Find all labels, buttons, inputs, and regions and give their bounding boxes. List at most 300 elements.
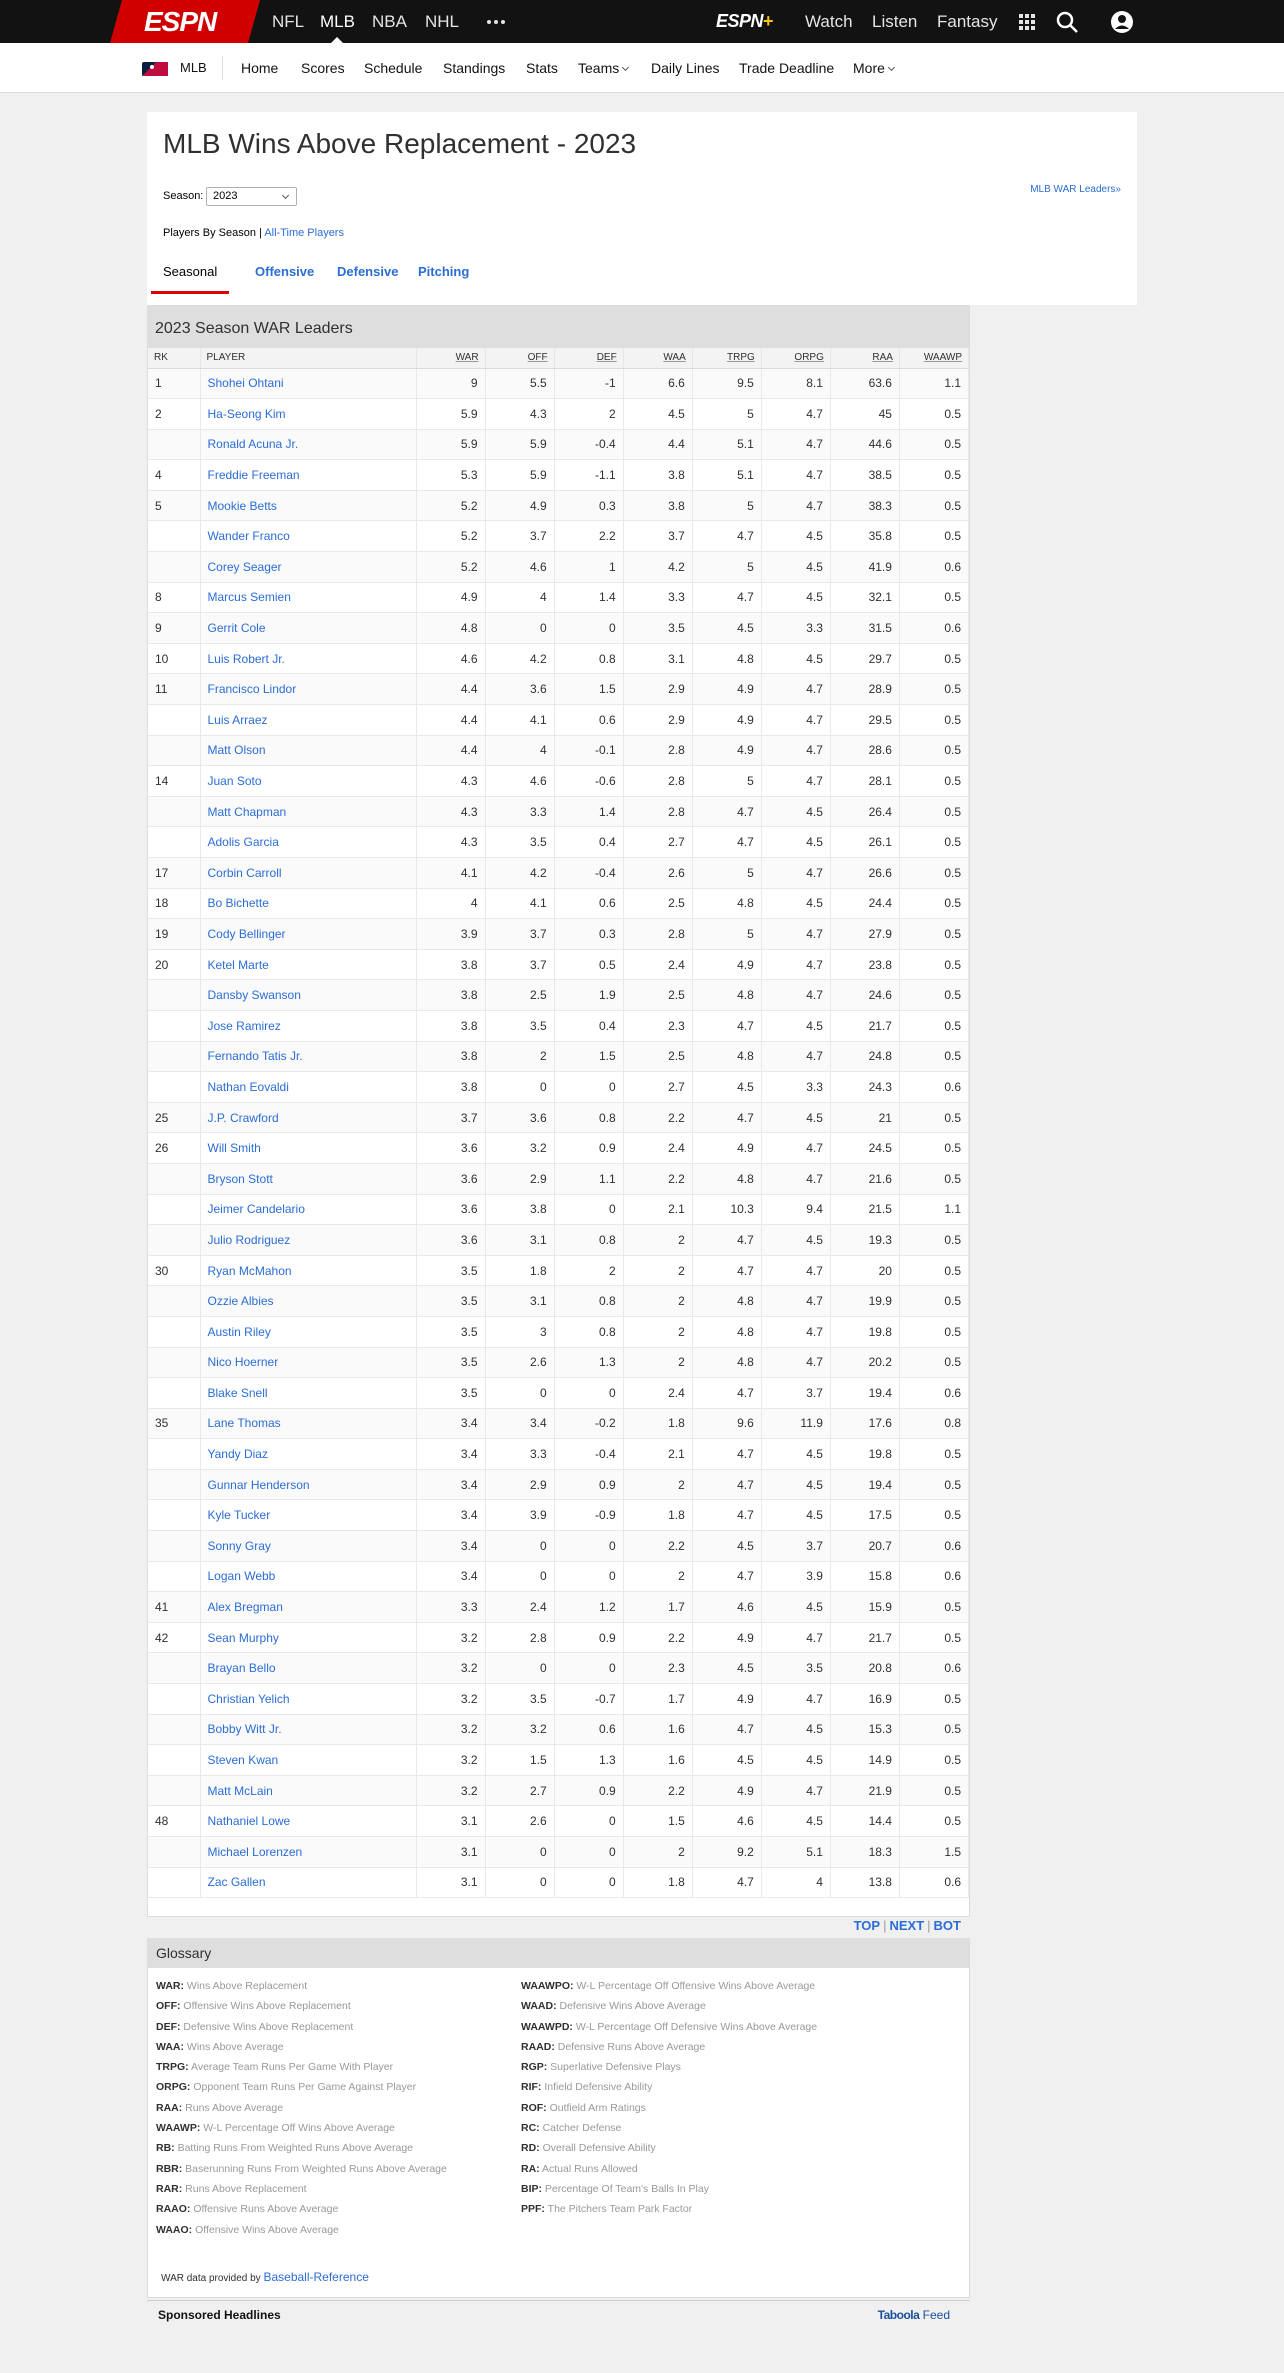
- column-header-raa[interactable]: RAA: [830, 348, 899, 368]
- tab-offensive[interactable]: Offensive: [255, 264, 315, 279]
- cell-rk: [148, 1775, 200, 1806]
- cell-war: 3.4: [416, 1469, 485, 1500]
- glossary-desc: Wins Above Average: [186, 2040, 284, 2053]
- player-name-link[interactable]: Blake Snell: [200, 1378, 416, 1409]
- cell-def: -1: [554, 368, 623, 399]
- nav-nba[interactable]: NBA: [372, 12, 407, 31]
- player-name-link[interactable]: Ozzie Albies: [200, 1286, 416, 1317]
- glossary-right-column: [521, 1976, 817, 2220]
- cell-orpg: 4.7: [761, 399, 830, 430]
- ellipsis-icon[interactable]: [484, 10, 508, 34]
- cell-war: 3.5: [416, 1255, 485, 1286]
- cell-rk: 17: [148, 858, 200, 889]
- player-name-link[interactable]: Matt Chapman: [200, 796, 416, 827]
- column-header-def[interactable]: DEF: [554, 348, 623, 368]
- cell-rk: 8: [148, 582, 200, 613]
- nav-listen[interactable]: Listen: [872, 12, 918, 31]
- player-name-link[interactable]: Matt McLain: [200, 1775, 416, 1806]
- player-name-link[interactable]: Adolis Garcia: [200, 827, 416, 858]
- user-account-icon[interactable]: [1110, 10, 1134, 34]
- player-name-link[interactable]: Brayan Bello: [200, 1653, 416, 1684]
- cell-off: 3.1: [485, 1225, 554, 1256]
- cell-waawp: 0.6: [899, 1561, 968, 1592]
- cell-raa: 24.3: [830, 1072, 899, 1103]
- cell-def: 1.3: [554, 1347, 623, 1378]
- cell-waa: 1.6: [623, 1714, 692, 1745]
- player-name-link[interactable]: Lane Thomas: [200, 1408, 416, 1439]
- player-name-link[interactable]: Julio Rodriguez: [200, 1225, 416, 1256]
- cell-war: 3.2: [416, 1653, 485, 1684]
- cell-waawp: 0.5: [899, 490, 968, 521]
- espn-logo[interactable]: ESPN: [110, 0, 260, 43]
- table-row: [148, 490, 969, 521]
- cell-raa: 32.1: [830, 582, 899, 613]
- cell-orpg: 4.7: [761, 490, 830, 521]
- cell-waa: 1.7: [623, 1592, 692, 1623]
- apps-grid-icon[interactable]: [1015, 10, 1039, 34]
- cell-raa: 21: [830, 1102, 899, 1133]
- cell-off: 5.9: [485, 460, 554, 491]
- season-label: Season:: [163, 190, 204, 202]
- cell-rk: [148, 705, 200, 736]
- table-row: [148, 1194, 969, 1225]
- player-name-link[interactable]: Shohei Ohtani: [200, 368, 416, 399]
- glossary-entry: [156, 2220, 447, 2240]
- cell-raa: 21.7: [830, 1622, 899, 1653]
- cell-orpg: 3.7: [761, 1531, 830, 1562]
- cell-orpg: 4.5: [761, 582, 830, 613]
- table-row: [148, 1653, 969, 1684]
- table-row: [148, 399, 969, 430]
- cell-trpg: 4.8: [692, 1286, 761, 1317]
- cell-off: 2.9: [485, 1163, 554, 1194]
- cell-war: 3.6: [416, 1133, 485, 1164]
- pager-top-link[interactable]: TOP: [853, 1918, 881, 1933]
- player-name-link[interactable]: Kyle Tucker: [200, 1500, 416, 1531]
- nav-nfl[interactable]: NFL: [272, 12, 305, 31]
- glossary-desc: Batting Runs From Weighted Runs Above Average: [177, 2142, 414, 2155]
- cell-war: 3.4: [416, 1500, 485, 1531]
- cell-def: 0.3: [554, 919, 623, 950]
- cell-rk: 4: [148, 460, 200, 491]
- cell-waawp: 0.5: [899, 888, 968, 919]
- cell-rk: [148, 1225, 200, 1256]
- subnav-teams[interactable]: Teams: [578, 43, 628, 93]
- cell-orpg: 4.5: [761, 1592, 830, 1623]
- cell-rk: 14: [148, 766, 200, 797]
- player-name-link[interactable]: Will Smith: [200, 1133, 416, 1164]
- cell-rk: [148, 1500, 200, 1531]
- war-leaders-link[interactable]: MLB WAR Leaders»: [1030, 184, 1121, 195]
- glossary-entry: [156, 2118, 447, 2138]
- cell-war: 3.4: [416, 1561, 485, 1592]
- player-name-link[interactable]: Steven Kwan: [200, 1745, 416, 1776]
- player-name-link[interactable]: Dansby Swanson: [200, 980, 416, 1011]
- cell-orpg: 9.4: [761, 1194, 830, 1225]
- cell-trpg: 4.5: [692, 1745, 761, 1776]
- cell-def: 1.2: [554, 1592, 623, 1623]
- column-header-orpg[interactable]: ORPG: [761, 348, 830, 368]
- page-header-card: [147, 112, 1137, 305]
- cell-waa: 2.4: [623, 1378, 692, 1409]
- player-name-link[interactable]: Matt Olson: [200, 735, 416, 766]
- table-row: [148, 1163, 969, 1194]
- player-name-link[interactable]: Juan Soto: [200, 766, 416, 797]
- column-header-player: PLAYER: [200, 348, 416, 368]
- player-name-link[interactable]: Freddie Freeman: [200, 460, 416, 491]
- cell-rk: 20: [148, 949, 200, 980]
- cell-waawp: 0.5: [899, 980, 968, 1011]
- player-name-link[interactable]: Mookie Betts: [200, 490, 416, 521]
- cell-off: 3.5: [485, 1684, 554, 1715]
- player-name-link[interactable]: Marcus Semien: [200, 582, 416, 613]
- glossary-desc: Overall Defensive Ability: [542, 2142, 656, 2155]
- player-name-link[interactable]: Christian Yelich: [200, 1684, 416, 1715]
- cell-waawp: 0.5: [899, 582, 968, 613]
- cell-off: 3.2: [485, 1133, 554, 1164]
- cell-off: 0: [485, 1072, 554, 1103]
- player-name-link[interactable]: Fernando Tatis Jr.: [200, 1041, 416, 1072]
- glossary-abbr: RGP:: [521, 2061, 548, 2074]
- cell-waawp: 0.6: [899, 1531, 968, 1562]
- subnav-trade-deadline[interactable]: Trade Deadline: [739, 60, 835, 76]
- cell-raa: 41.9: [830, 552, 899, 583]
- cell-rk: 11: [148, 674, 200, 705]
- cell-waa: 2: [623, 1316, 692, 1347]
- player-name-link[interactable]: Austin Riley: [200, 1316, 416, 1347]
- cell-def: 1.4: [554, 582, 623, 613]
- cell-war: 3.1: [416, 1867, 485, 1898]
- cell-rk: 9: [148, 613, 200, 644]
- column-header-waa[interactable]: WAA: [623, 348, 692, 368]
- tab-defensive[interactable]: Defensive: [337, 264, 399, 279]
- cell-trpg: 9.2: [692, 1837, 761, 1868]
- subnav-league-label[interactable]: MLB: [180, 60, 207, 75]
- player-name-link[interactable]: Nathaniel Lowe: [200, 1806, 416, 1837]
- glossary-abbr: WAAWPD:: [521, 2020, 573, 2033]
- cell-war: 4.3: [416, 796, 485, 827]
- cell-waa: 4.2: [623, 552, 692, 583]
- cell-def: 0: [554, 1531, 623, 1562]
- cell-raa: 18.3: [830, 1837, 899, 1868]
- table-row: [148, 827, 969, 858]
- cell-waa: 2.4: [623, 949, 692, 980]
- espn-plus-logo[interactable]: ESPN+: [716, 11, 774, 31]
- cell-war: 3.2: [416, 1622, 485, 1653]
- glossary-abbr: RAR:: [156, 2182, 183, 2195]
- column-header-waawp[interactable]: WAAWP: [899, 348, 968, 368]
- cell-off: 5.9: [485, 429, 554, 460]
- player-name-link[interactable]: Cody Bellinger: [200, 919, 416, 950]
- glossary-entry: [521, 2179, 817, 2199]
- glossary-entry: [521, 2199, 817, 2219]
- cell-waa: 2: [623, 1347, 692, 1378]
- cell-raa: 15.9: [830, 1592, 899, 1623]
- cell-waa: 2.1: [623, 1194, 692, 1225]
- player-name-link[interactable]: Nathan Eovaldi: [200, 1072, 416, 1103]
- glossary-abbr: ROF:: [521, 2101, 547, 2114]
- cell-war: 4.4: [416, 735, 485, 766]
- subnav-schedule[interactable]: Schedule: [364, 60, 423, 76]
- cell-war: 3.1: [416, 1837, 485, 1868]
- table-row: [148, 766, 969, 797]
- cell-waawp: 0.5: [899, 521, 968, 552]
- table-row: [148, 858, 969, 889]
- cell-def: -0.9: [554, 1500, 623, 1531]
- cell-raa: 24.5: [830, 1133, 899, 1164]
- cell-rk: 35: [148, 1408, 200, 1439]
- nav-mlb[interactable]: MLB: [320, 0, 355, 43]
- cell-waawp: 0.6: [899, 1072, 968, 1103]
- cell-trpg: 4.9: [692, 1775, 761, 1806]
- cell-trpg: 4.8: [692, 980, 761, 1011]
- glossary-entry: [156, 2159, 447, 2179]
- player-name-link[interactable]: Corbin Carroll: [200, 858, 416, 889]
- cell-raa: 63.6: [830, 368, 899, 399]
- player-name-link[interactable]: Zac Gallen: [200, 1867, 416, 1898]
- cell-trpg: 4.9: [692, 674, 761, 705]
- table-row: [148, 582, 969, 613]
- cell-trpg: 9.6: [692, 1408, 761, 1439]
- cell-off: 4.3: [485, 399, 554, 430]
- player-name-link[interactable]: Sean Murphy: [200, 1622, 416, 1653]
- cell-waawp: 0.5: [899, 1500, 968, 1531]
- pager-bot-link[interactable]: BOT: [933, 1918, 961, 1933]
- cell-waa: 2.8: [623, 796, 692, 827]
- glossary-entry: [156, 2179, 447, 2199]
- glossary-desc: Opponent Team Runs Per Game Against Player: [193, 2081, 417, 2094]
- cell-trpg: 10.3: [692, 1194, 761, 1225]
- table-row: [148, 1255, 969, 1286]
- cell-waawp: 0.5: [899, 1347, 968, 1378]
- cell-waa: 1.6: [623, 1745, 692, 1776]
- cell-def: 0.8: [554, 1286, 623, 1317]
- player-name-link[interactable]: Jose Ramirez: [200, 1010, 416, 1041]
- subnav-more[interactable]: More: [853, 43, 894, 93]
- nav-fantasy[interactable]: Fantasy: [937, 12, 998, 31]
- cell-trpg: 4.8: [692, 643, 761, 674]
- cell-raa: 19.4: [830, 1469, 899, 1500]
- subnav-home[interactable]: Home: [241, 60, 279, 76]
- cell-rk: [148, 1867, 200, 1898]
- cell-trpg: 5: [692, 919, 761, 950]
- cell-trpg: 4.9: [692, 1622, 761, 1653]
- cell-def: 2: [554, 1255, 623, 1286]
- cell-orpg: 11.9: [761, 1408, 830, 1439]
- table-row: [148, 552, 969, 583]
- glossary-entry: [156, 2037, 447, 2057]
- player-name-link[interactable]: Wander Franco: [200, 521, 416, 552]
- column-header-trpg[interactable]: TRPG: [692, 348, 761, 368]
- glossary-abbr: BIP:: [521, 2182, 542, 2195]
- cell-war: 3.1: [416, 1806, 485, 1837]
- glossary-entry: [521, 2138, 817, 2158]
- cell-waa: 6.6: [623, 368, 692, 399]
- cell-war: 3.8: [416, 1072, 485, 1103]
- cell-orpg: 4.5: [761, 1806, 830, 1837]
- subnav-stats[interactable]: Stats: [526, 60, 558, 76]
- player-name-link[interactable]: Yandy Diaz: [200, 1439, 416, 1470]
- sponsored-headlines: [147, 2300, 970, 2325]
- cell-off: 3.7: [485, 949, 554, 980]
- cell-def: 0.9: [554, 1775, 623, 1806]
- glossary-desc: Offensive Runs Above Average: [193, 2203, 339, 2216]
- taboola-feed-link[interactable]: Taboola Feed: [877, 2308, 950, 2322]
- all-time-players-link[interactable]: All-Time Players: [264, 227, 344, 239]
- cell-trpg: 4.7: [692, 827, 761, 858]
- cell-war: 5.9: [416, 429, 485, 460]
- cell-raa: 24.8: [830, 1041, 899, 1072]
- player-name-link[interactable]: Alex Bregman: [200, 1592, 416, 1623]
- player-name-link[interactable]: Luis Robert Jr.: [200, 643, 416, 674]
- cell-orpg: 4.7: [761, 1255, 830, 1286]
- column-header-war[interactable]: WAR: [416, 348, 485, 368]
- cell-raa: 26.6: [830, 858, 899, 889]
- cell-orpg: 4.7: [761, 949, 830, 980]
- player-name-link[interactable]: Francisco Lindor: [200, 674, 416, 705]
- cell-trpg: 4.6: [692, 1592, 761, 1623]
- tab-pitching[interactable]: Pitching: [418, 264, 470, 279]
- glossary-section: [147, 1938, 970, 2298]
- cell-rk: [148, 1163, 200, 1194]
- cell-orpg: 3.5: [761, 1653, 830, 1684]
- cell-off: 4.1: [485, 888, 554, 919]
- cell-off: 1.8: [485, 1255, 554, 1286]
- cell-orpg: 3.9: [761, 1561, 830, 1592]
- cell-orpg: 4.7: [761, 858, 830, 889]
- cell-off: 4.6: [485, 766, 554, 797]
- pager-next-link[interactable]: NEXT: [889, 1918, 925, 1933]
- cell-waa: 4.4: [623, 429, 692, 460]
- cell-waawp: 1.5: [899, 1837, 968, 1868]
- nav-watch[interactable]: Watch: [805, 12, 853, 31]
- player-name-link[interactable]: Sonny Gray: [200, 1531, 416, 1562]
- cell-rk: [148, 429, 200, 460]
- players-by-season-label: Players By Season: [163, 227, 256, 239]
- glossary-desc: Actual Runs Allowed: [542, 2162, 638, 2175]
- cell-rk: 42: [148, 1622, 200, 1653]
- cell-off: 2.6: [485, 1347, 554, 1378]
- cell-raa: 15.3: [830, 1714, 899, 1745]
- war-leaders-table: [148, 348, 969, 1898]
- subnav-scores[interactable]: Scores: [301, 60, 345, 76]
- cell-war: 4: [416, 888, 485, 919]
- player-name-link[interactable]: Bobby Witt Jr.: [200, 1714, 416, 1745]
- cell-war: 4.8: [416, 613, 485, 644]
- glossary-desc: Runs Above Average: [185, 2101, 284, 2114]
- tab-seasonal[interactable]: Seasonal: [163, 258, 217, 294]
- cell-raa: 26.4: [830, 796, 899, 827]
- table-row: [148, 1561, 969, 1592]
- player-name-link[interactable]: Bryson Stott: [200, 1163, 416, 1194]
- mlb-logo-icon: [142, 62, 168, 76]
- cell-rk: 25: [148, 1102, 200, 1133]
- cell-orpg: 4.5: [761, 796, 830, 827]
- cell-waa: 2.8: [623, 735, 692, 766]
- cell-orpg: 4.7: [761, 705, 830, 736]
- cell-waawp: 0.5: [899, 1316, 968, 1347]
- glossary-abbr: DEF:: [156, 2020, 181, 2033]
- table-row: [148, 1102, 969, 1133]
- table-row: [148, 368, 969, 399]
- column-header-off[interactable]: OFF: [485, 348, 554, 368]
- search-icon[interactable]: [1055, 10, 1079, 34]
- glossary-abbr: OFF:: [156, 2000, 181, 2013]
- player-name-link[interactable]: Ha-Seong Kim: [200, 399, 416, 430]
- subnav-standings[interactable]: Standings: [443, 60, 506, 76]
- cell-waawp: 0.5: [899, 1745, 968, 1776]
- cell-war: 4.9: [416, 582, 485, 613]
- table-row: [148, 1531, 969, 1562]
- cell-war: 4.4: [416, 674, 485, 705]
- cell-raa: 20.7: [830, 1531, 899, 1562]
- cell-trpg: 9.5: [692, 368, 761, 399]
- player-name-link[interactable]: Ronald Acuna Jr.: [200, 429, 416, 460]
- player-name-link[interactable]: Gunnar Henderson: [200, 1469, 416, 1500]
- cell-orpg: 4.5: [761, 643, 830, 674]
- player-name-link[interactable]: Bo Bichette: [200, 888, 416, 919]
- cell-rk: [148, 1010, 200, 1041]
- cell-waawp: 0.5: [899, 1225, 968, 1256]
- baseball-reference-link[interactable]: Baseball-Reference: [263, 2270, 369, 2284]
- cell-trpg: 4.7: [692, 1561, 761, 1592]
- player-name-link[interactable]: Ryan McMahon: [200, 1255, 416, 1286]
- cell-def: -0.1: [554, 735, 623, 766]
- cell-rk: 41: [148, 1592, 200, 1623]
- table-row: [148, 1347, 969, 1378]
- glossary-abbr: RB:: [156, 2142, 175, 2155]
- chevron-down-icon: [282, 192, 289, 199]
- cell-def: 0: [554, 1653, 623, 1684]
- cell-orpg: 4.5: [761, 888, 830, 919]
- subnav-daily-lines[interactable]: Daily Lines: [651, 60, 720, 76]
- cell-off: 0: [485, 1531, 554, 1562]
- player-name-link[interactable]: Michael Lorenzen: [200, 1837, 416, 1868]
- player-name-link[interactable]: Nico Hoerner: [200, 1347, 416, 1378]
- player-name-link[interactable]: Jeimer Candelario: [200, 1194, 416, 1225]
- player-name-link[interactable]: Corey Seager: [200, 552, 416, 583]
- cell-off: 4.6: [485, 552, 554, 583]
- nav-nhl[interactable]: NHL: [425, 12, 460, 31]
- player-name-link[interactable]: Luis Arraez: [200, 705, 416, 736]
- cell-off: 3.7: [485, 521, 554, 552]
- glossary-entry: [156, 1996, 447, 2016]
- cell-def: 0: [554, 1378, 623, 1409]
- cell-rk: [148, 1745, 200, 1776]
- cell-war: 3.9: [416, 919, 485, 950]
- player-name-link[interactable]: J.P. Crawford: [200, 1102, 416, 1133]
- player-name-link[interactable]: Gerrit Cole: [200, 613, 416, 644]
- chevron-down-icon: [622, 64, 629, 71]
- season-dropdown[interactable]: 2023: [206, 187, 297, 206]
- glossary-abbr: WAAO:: [156, 2223, 193, 2236]
- cell-orpg: 3.3: [761, 613, 830, 644]
- cell-waawp: 1.1: [899, 368, 968, 399]
- cell-trpg: 5: [692, 399, 761, 430]
- cell-rk: [148, 827, 200, 858]
- cell-def: 0.9: [554, 1133, 623, 1164]
- cell-waawp: 0.6: [899, 1653, 968, 1684]
- cell-off: 0: [485, 1867, 554, 1898]
- cell-raa: 38.5: [830, 460, 899, 491]
- cell-off: 3.3: [485, 796, 554, 827]
- glossary-abbr: TRPG:: [156, 2061, 189, 2074]
- cell-trpg: 4.7: [692, 1225, 761, 1256]
- player-name-link[interactable]: Logan Webb: [200, 1561, 416, 1592]
- player-name-link[interactable]: Ketel Marte: [200, 949, 416, 980]
- glossary-entry: [521, 1976, 817, 1996]
- table-row: [148, 1041, 969, 1072]
